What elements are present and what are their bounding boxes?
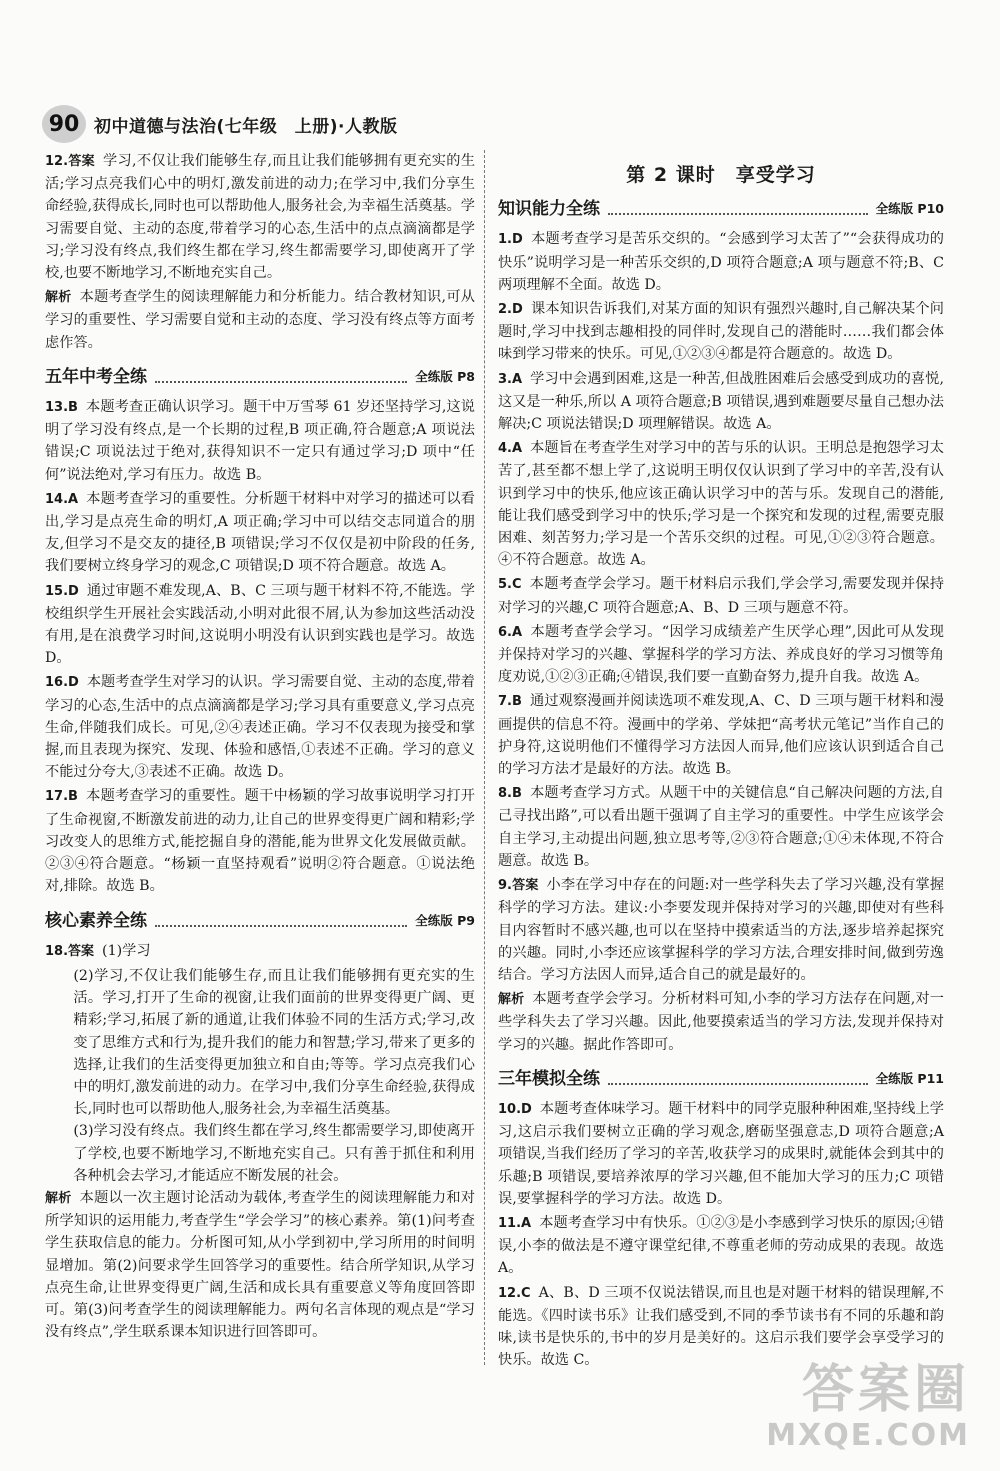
- answer-q4: [498, 437, 944, 571]
- answer-q12: [45, 150, 475, 284]
- answer-label: 9.答案: [498, 878, 539, 894]
- answer-label: 8.B: [498, 786, 522, 802]
- answer-q8: [498, 782, 944, 872]
- answer-q6: [498, 621, 944, 689]
- answer-label: 6.A: [498, 624, 523, 640]
- answer-q7: [498, 690, 944, 780]
- answer-label: 7.B: [498, 694, 522, 710]
- answer-label: 17.B: [45, 789, 78, 805]
- answer-label: 18.答案: [45, 943, 95, 959]
- answer-text: 本题考查学生对学习的认识。学习需要自觉、主动的态度,带着学习的心态,生活中的点点滴滴都是学习;学习具有重要意义,学习点亮生命,伴随我们成长。可见,②④表述正确。学习不仅表现为接受和掌握,而且表现为探究、发现、体验和感悟,①表述不正确。学习的意义不能过分夸大,③表述不正确。故选 D。: [45, 674, 475, 781]
- answer-label: 12.答案: [45, 154, 95, 169]
- answer-label: 10.D: [498, 1101, 532, 1117]
- answer-text: 通过观察漫画并阅读选项不难发现,A、C、D 三项与题干材料和漫画提供的信息不符。漫画中的学弟、学妹把“高考状元笔记”当作自己的护身符,这说明他们不懂得学习方法因人而异,他们应该认识到适合自己的学习方法才是最好的方法。故选 B。: [498, 693, 944, 778]
- dotted-leader: [155, 915, 407, 927]
- answer-text: 学习中会遇到困难,这是一种苦,但战胜困难后会感受到成功的喜悦,这又是一种乐,所以 A 项符合题意;B 项错误,遇到难题要尽量自己想办法解决;C 项说法错误;D 项理解错误。故选 A。: [498, 370, 944, 433]
- answer-text: 本题考查正确认识学习。题干中万雪琴 61 岁还坚持学习,这说明了学习没有终点,是一个长期的过程,B 项正确,符合题意;A 项说法错误;C 项说法过于绝对,获得知识不一定只有通过学习;D 项中“任何”说法绝对,学习有压力。故选 B。: [45, 399, 475, 483]
- answer-text: 本题考查学习的重要性。分析题干材料中对学习的描述可以看出,学习是点亮生命的明灯,A 项正确;学习中可以结交志同道合的朋友,但学习不是交友的捷径,B 项错误;学习不仅仅是初中阶段的任务,我们要树立终身学习的观念,C 项错误;D 项不符合题意。故选 A。: [45, 490, 475, 575]
- right-column: [498, 150, 944, 1373]
- section-ref: 全练版 P9: [415, 912, 475, 928]
- answer-q11: [498, 1212, 944, 1280]
- answer-text: 本题考查学习是苦乐交织的。“会感到学习太苦了”“会获得成功的快乐”说明学习是一种苦乐交织的,D 项符合题意;A 项与题意不符;B、C 两项理解不全面。故选 D。: [498, 231, 944, 293]
- answer-q10: [498, 1098, 944, 1210]
- answer-q17: [45, 785, 475, 897]
- answer-q2: [498, 298, 944, 366]
- section-ref: 全练版 P11: [875, 1070, 944, 1086]
- left-column: [45, 150, 475, 1345]
- answer-q13: [45, 396, 475, 486]
- answer-q5: [498, 573, 944, 618]
- dotted-leader: [608, 203, 868, 215]
- answer-q9: [498, 874, 944, 986]
- watermark-text: 答案圈: [801, 1360, 970, 1420]
- analysis-text: 本题以一次主题讨论活动为载体,考查学生的阅读理解能力和对所学知识的运用能力,考查学生“学会学习”的核心素养。第(1)问考查学生获取信息的能力。分析图可知,从小学到初中,学习所用的时间明显增加。第(2)问要求学生回答学习的重要性。结合所学知识,从学习点亮生命,让世界变得更广阔,生活和成长具有重要意义等角度回答即可。第(3)问考查学生的阅读理解能力。两句名言体现的观点是“学习没有终点”,学生联系课本知识进行回答即可。: [45, 1189, 475, 1341]
- answer-q18: [45, 940, 475, 963]
- answer-text: 课本知识告诉我们,对某方面的知识有强烈兴趣时,自己解决某个问题时,学习中找到志趣相投的同伴时,发现自己的潜能时……我们都会体味到学习带来的快乐。可见,①②③④都是符合题意的。故选 D。: [498, 301, 944, 363]
- answer-text: 本题考查学会学习。“因学习成绩差产生厌学心理”,因此可从发现并保持对学习的兴趣、掌握科学的学习方法、养成良好的学习习惯等角度劝说,①②③正确;④错误,我们要一直勤奋努力,提升自我。故选 A。: [498, 623, 944, 686]
- answer-q16: [45, 671, 475, 783]
- answer-text: 本题考查学习中有快乐。①②③是小李感到学习快乐的原因;④错误,小李的做法是不遵守课堂纪律,不尊重老师的劳动成果的表现。故选 A。: [498, 1214, 944, 1277]
- answer-label: 14.A: [45, 491, 79, 507]
- lesson-title: 第 2 课时 享受学习: [626, 164, 816, 186]
- answer-part-3: (3)学习没有终点。我们终生都在学习,终生都需要学习,即使离开了学校,也要不断地学习,不断地充实自己。只有善于抓住和利用各种机会去学习,才能适应不断发展的社会。: [73, 1123, 475, 1184]
- section-header-knowledge: [498, 198, 944, 220]
- column-divider: [484, 150, 485, 1365]
- answer-label: 11.A: [498, 1215, 532, 1231]
- analysis-label: 解析: [45, 290, 72, 306]
- section-title: 五年中考全练: [45, 366, 147, 387]
- page-number: 90: [42, 105, 86, 143]
- answer-text: 本题考查学习方式。从题干中的关键信息“自己解决问题的方法,自己寻找出路”,可以看出题干强调了自主学习的重要性。中学生应该学会自主学习,主动提出问题,独立思考等,②③符合题意;①④未体现,不符合题意。故选 B。: [498, 785, 944, 869]
- answer-q3: [498, 368, 944, 436]
- section-ref: 全练版 P8: [415, 368, 475, 384]
- answer-q12-right: [498, 1282, 944, 1372]
- answer-q15: [45, 580, 475, 670]
- answer-text: 本题考查学会学习。题干材料启示我们,学会学习,需要发现并保持对学习的兴趣,C 项符合题意;A、B、D 三项与题意不符。: [498, 576, 944, 616]
- answer-text: 小李在学习中存在的问题:对一些学科失去了学习兴趣,没有掌握科学的学习方法。建议:小李要发现并保持对学习的兴趣,即使对有些科目内容暂时不感兴趣,也可以在坚持中摸索适当的方法,逐步培养起探究的兴趣。同时,小李还应该掌握科学的学习方法,合理安排时间,做到劳逸结合。学习方法因人而异,适合自己的就是最好的。: [498, 877, 945, 983]
- analysis-q9: [498, 988, 944, 1056]
- section-title: 知识能力全练: [498, 199, 600, 220]
- analysis-text: 本题考查学生的阅读理解能力和分析能力。结合教材知识,可从学习的重要性、学习需要自觉和主动的态度、学习没有终点等方面考虑作答。: [45, 289, 475, 351]
- analysis-label: 解析: [498, 992, 525, 1008]
- section-header-three-year: [498, 1068, 944, 1090]
- section-title: 核心素养全练: [45, 910, 147, 931]
- analysis-text: 本题考查学会学习。分析材料可知,小李的学习方法存在问题,对一些学科失去了学习兴趣。因此,他要摸索适当的学习方法,发现并保持对学习的兴趣。据此作答即可。: [498, 991, 944, 1053]
- answer-q14: [45, 488, 475, 578]
- answer-label: 3.A: [498, 371, 523, 387]
- page-header: [42, 104, 942, 144]
- analysis-q12: [45, 286, 475, 354]
- answer-label: 12.C: [498, 1285, 531, 1301]
- answer-part-1: (1)学习: [102, 942, 151, 959]
- answer-label: 1.D: [498, 232, 523, 248]
- answer-text: 本题旨在考查学生对学习中的苦与乐的认识。王明总是抱怨学习太苦了,甚至都不想上学了,这说明王明仅仅认识到了学习中的辛苦,没有认识到学习中的快乐,他应该正确认识学习中的苦与乐。发现自己的潜能,能让我们感受到学习中的快乐;学习是一个探究和发现的过程,需要克服困难、刻苦努力;学习是一个苦乐交织的过程。可见,①②③符合题意。④不符合题意。故选 A。: [498, 440, 944, 569]
- answer-text: A、B、D 三项不仅说法错误,而且也是对题干材料的错误理解,不能选。《四时读书乐》让我们感受到,不同的季节读书有不同的乐趣和韵味,读书是快乐的,书中的岁月是美好的。这启示我们要学会享受学习的快乐。故选 C。: [498, 1284, 944, 1369]
- answer-text: 学习,不仅让我们能够生存,而且让我们能够拥有更充实的生活;学习点亮我们心中的明灯,激发前进的动力;在学习中,我们分享生命经验,获得成长,同时也可以帮助他人,服务社会,为幸福生活奠基。学习需要自觉、主动的态度,带着学习的心态,生活中的点点滴滴都是学习;学习没有终点,我们终生都在学习,终生都需要学习,即使离开了学校,也要不断地学习,不断地充实自己。: [45, 153, 476, 282]
- section-title: 三年模拟全练: [498, 1068, 600, 1089]
- analysis-q18: [45, 1187, 475, 1343]
- book-title: 初中道德与法治(七年级 上册)·人教版: [94, 116, 398, 137]
- watermark-logo: [766, 1362, 970, 1453]
- section-ref: 全练版 P10: [875, 201, 944, 217]
- answer-text: 本题考查学习的重要性。题干中杨颖的学习故事说明学习打开了生命视窗,不断激发前进的动力,让自己的世界变得更广阔和精彩;学习改变人的思维方式,能挖掘自身的潜能,能为世界文化发展做贡献。②③④符合题意。“杨颖一直坚持观看”说明②符合题意。①说法绝对,排除。故选 B。: [45, 788, 475, 895]
- watermark-url: MXQE.COM: [766, 1418, 970, 1453]
- dotted-leader: [608, 1073, 868, 1085]
- answer-label: 4.A: [498, 441, 523, 457]
- answer-label: 16.D: [45, 675, 79, 691]
- answer-q1: [498, 228, 944, 296]
- answer-part-2: (2)学习,不仅让我们能够生存,而且让我们能够拥有更充实的生活。学习,打开了生命的视窗,让我们面前的世界变得更广阔、更精彩;学习,拓展了新的通道,让我们体验不同的生活方式;学习,改变了思维方式和行为,提升我们的能力和智慧;学习,带来了更多的选择,让我们的生活变得更加独立和自由;等等。学习点亮我们心中的明灯,激发前进的动力。在学习中,我们分享生命经验,获得成长,同时也可以帮助他人,服务社会,为幸福生活奠基。: [73, 967, 475, 1118]
- section-header-core-literacy: [45, 910, 475, 932]
- answer-label: 2.D: [498, 302, 523, 318]
- section-header-five-year: [45, 366, 475, 388]
- answer-label: 13.B: [45, 400, 78, 416]
- answer-label: 15.D: [45, 583, 79, 599]
- answer-text: 通过审题不难发现,A、B、C 三项与题干材料不符,不能选。学校组织学生开展社会实践活动,小明对此很不屑,认为参加这些活动没有用,是在浪费学习时间,这说明小明没有认识到实践也是学习。故选 D。: [45, 582, 475, 667]
- answer-text: 本题考查体味学习。题干材料中的同学克服种种困难,坚持线上学习,这启示我们要树立正确的学习观念,磨砺坚强意志,D 项符合题意;A 项错误,当我们经历了学习的辛苦,收获学习的成果时,就能体会到其中的乐趣;B 项错误,要培养浓厚的学习兴趣,但不能加大学习的压力;C 项错误,要掌握科学的学习方法。故选 D。: [498, 1100, 944, 1207]
- answer-label: 5.C: [498, 577, 522, 593]
- analysis-label: 解析: [45, 1190, 72, 1206]
- dotted-leader: [155, 371, 407, 383]
